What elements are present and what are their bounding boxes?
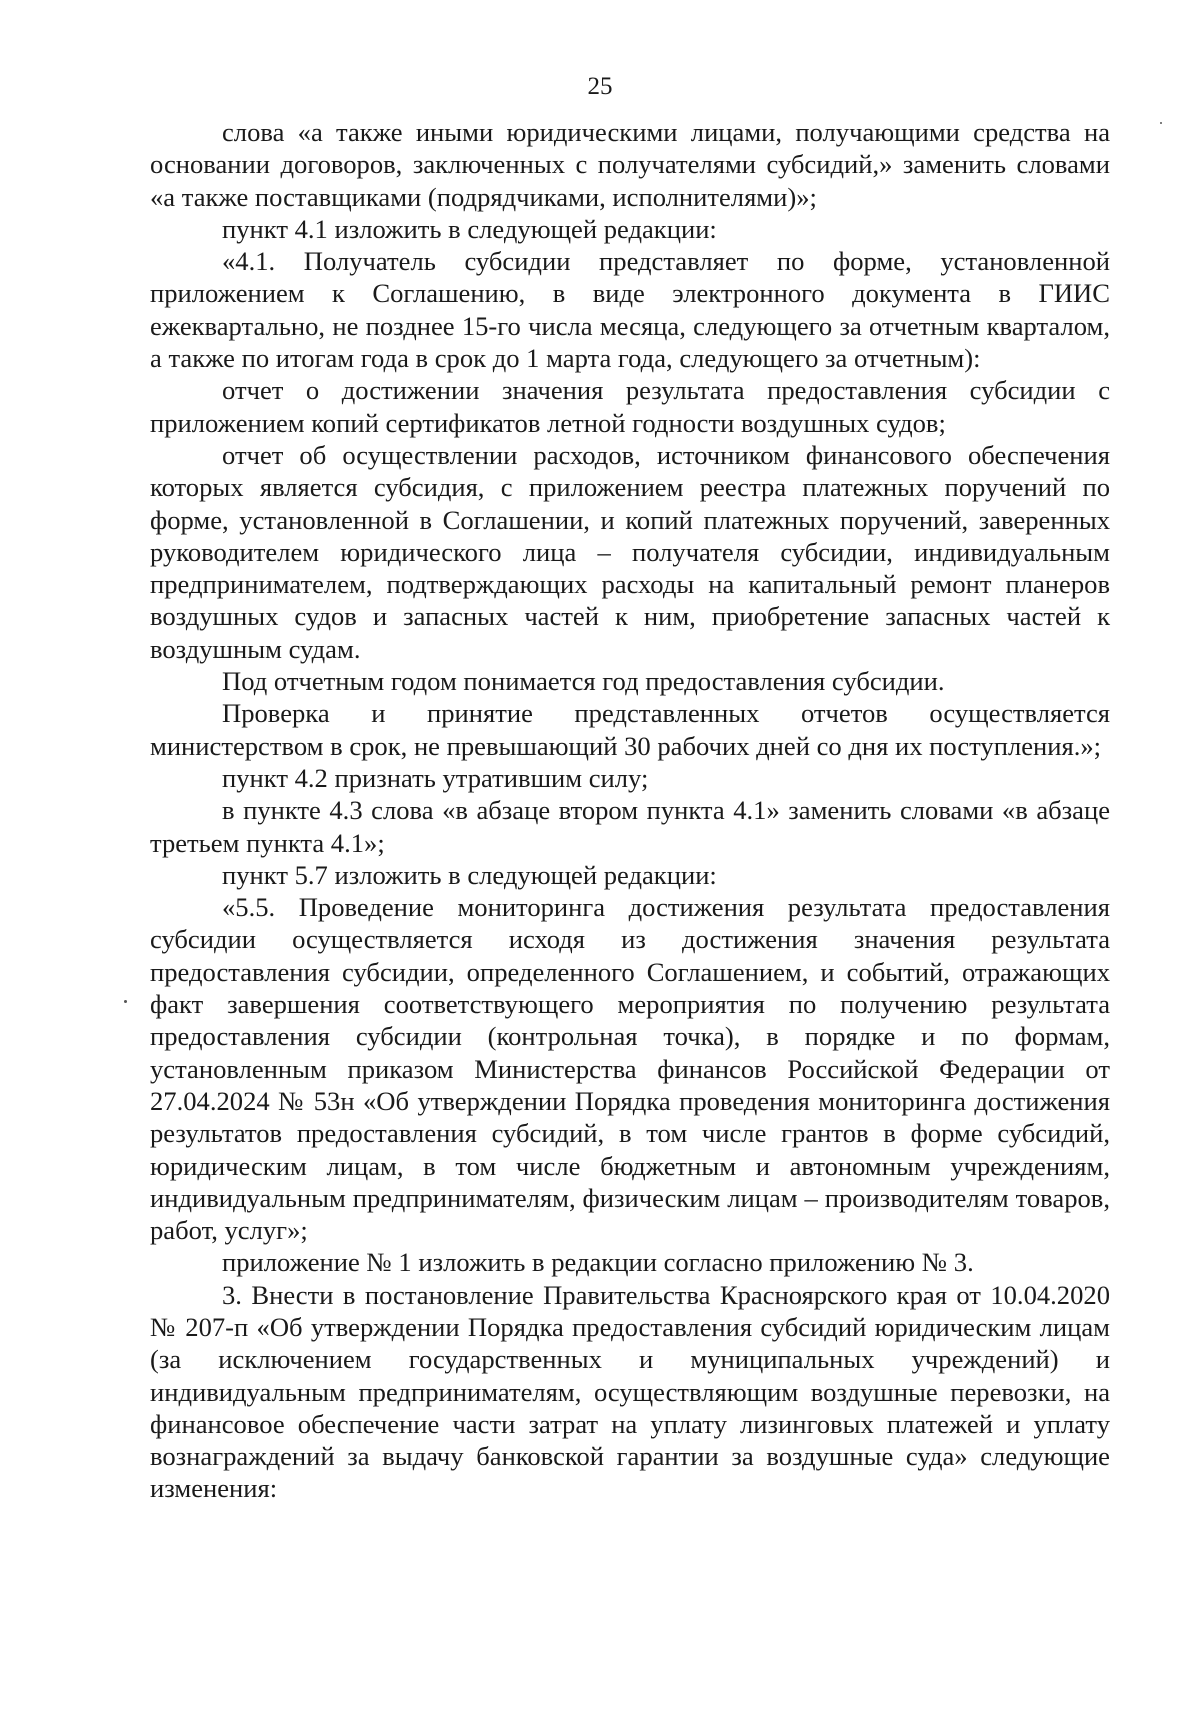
paragraph-clause-4-1-text: «4.1. Получатель субсидии представляет по форме, установленной приложением к Соглашению, в виде электронного документа в ГИИС ежеквартально, не позднее 15-го числа месяца, следующего за отчетным кварталом, а также по итогам года в срок до 1 марта года, следующего за отчетным):: [150, 246, 1110, 374]
paragraph-expense-report: отчет об осуществлении расходов, источником финансового обеспечения которых является субсидия, с приложением реестра платежных поручений по форме, установленной в Соглашении, и копий платежных поручений, заверенных руководителем юридического лица – получателя субсидии, индивидуальным предпринимателем, подтверждающих расходы на капитальный ремонт планеров воздушных судов и запасных частей к ним, приобретение запасных частей к воздушным судам.: [150, 439, 1110, 664]
paragraph-clause-4-3: в пункте 4.3 слова «в абзаце втором пункта 4.1» заменить словами «в абзаце третьем пункта 4.1»;: [150, 795, 1110, 858]
paragraph-clause-5-7-intro: пункт 5.7 изложить в следующей редакции:: [222, 859, 717, 890]
document-body: [150, 116, 1110, 1505]
page-number: 25: [587, 73, 613, 100]
scan-speck: [1160, 122, 1162, 124]
paragraph-report-check: Проверка и принятие представленных отчетов осуществляется министерством в срок, не превышающий 30 рабочих дней со дня их поступления.»;: [150, 698, 1110, 761]
paragraph-reporting-year: Под отчетным годом понимается год предоставления субсидии.: [222, 666, 945, 697]
paragraph-item-3: 3. Внести в постановление Правительства Красноярского края от 10.04.2020 № 207-п «Об утверждении Порядка предоставления субсидий юридическим лицам (за исключением государственных и муниципальных учреждений) и индивидуальным предпринимателям, осуществляющим воздушные перевозки, на финансовое обеспечение части затрат на уплату лизинговых платежей и уплату вознаграждений за выдачу банковской гарантии за воздушные суда» следующие изменения:: [150, 1279, 1110, 1504]
paragraph-clause-5-5-text: «5.5. Проведение мониторинга достижения результата предоставления субсидии осуществляется исходя из достижения значения результата предоставления субсидии, определенного Соглашением, и событий, отражающих факт завершения соответствующего мероприятия по получению результата предоставления субсидии (контрольная точка), в порядке и по формам, установленным приказом Министерства финансов Российской Федерации от 27.04.2024 № 53н «Об утверждении Порядка проведения мониторинга достижения результатов предоставления субсидий, в том числе грантов в форме субсидий, юридическим лицам, в том числе бюджетным и автономным учреждениям, индивидуальным предпринимателям, физическим лицам – производителям товаров, работ, услуг»;: [150, 892, 1110, 1246]
paragraph-clause-4-2: пункт 4.2 признать утратившим силу;: [222, 762, 649, 793]
scan-speck: [124, 1000, 127, 1003]
paragraph-clause-4-1-intro: пункт 4.1 изложить в следующей редакции:: [222, 213, 717, 244]
paragraph-result-report: отчет о достижении значения результата предоставления субсидии с приложением копий сертификатов летной годности воздушных судов;: [150, 375, 1110, 438]
paragraph-replace-wording: слова «а также иными юридическими лицами, получающими средства на основании договоров, заключенных с получателями субсидий,» заменить словами «а также поставщиками (подрядчиками, исполнителями)»;: [150, 117, 1110, 212]
paragraph-appendix-1: приложение № 1 изложить в редакции согласно приложению № 3.: [222, 1247, 974, 1278]
